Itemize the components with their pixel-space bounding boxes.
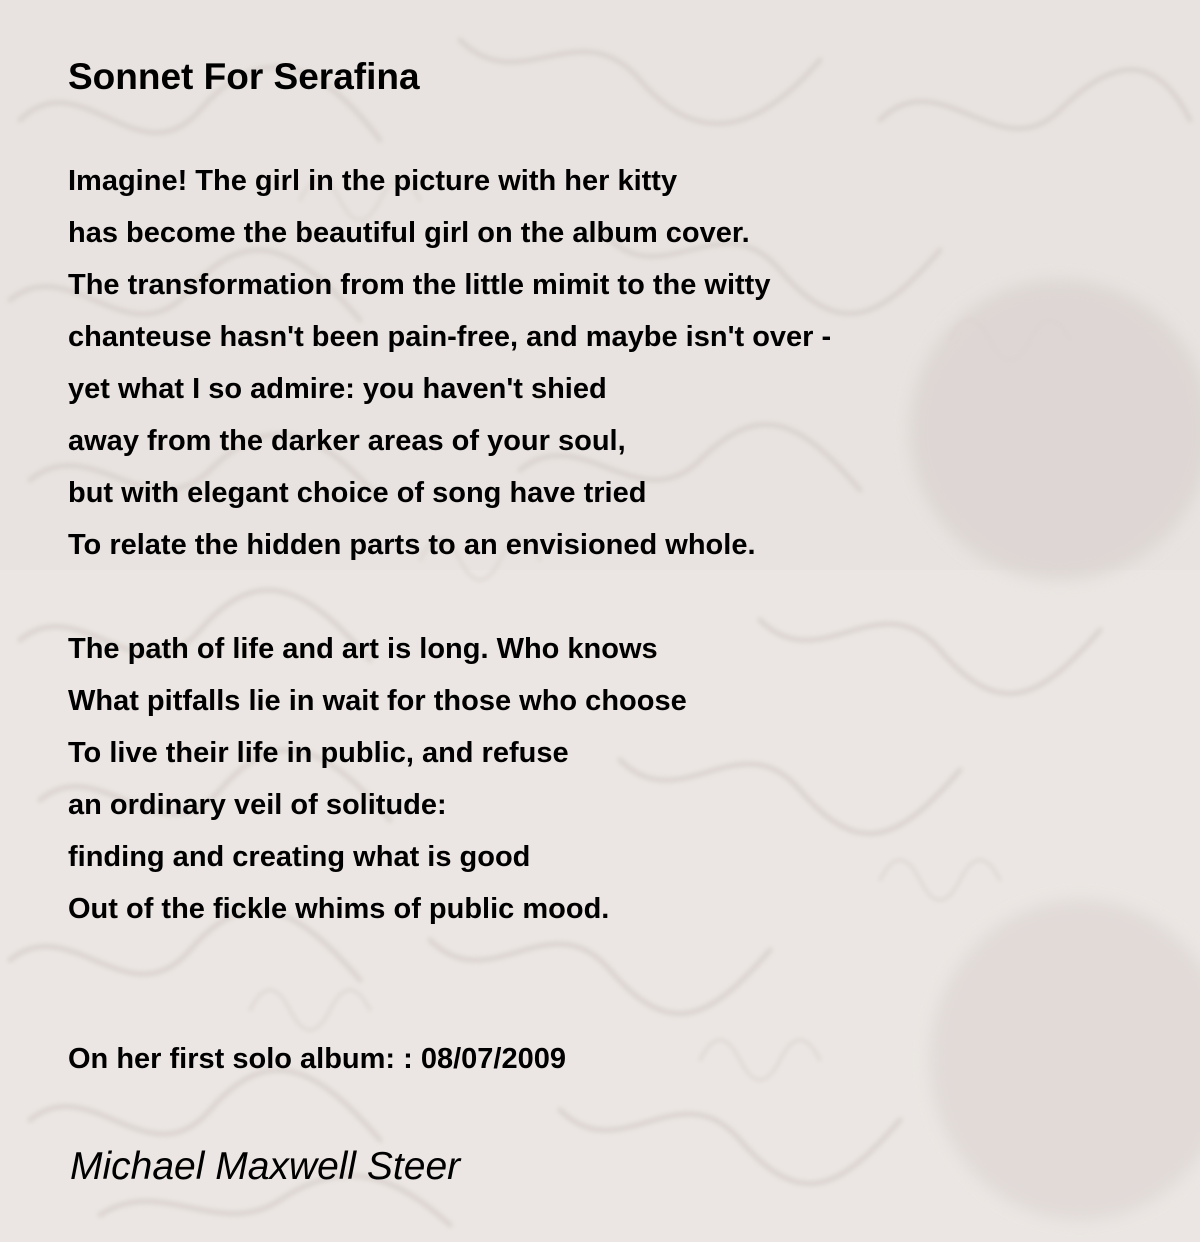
poem-line: an ordinary veil of solitude: bbox=[68, 789, 447, 821]
poem-dedication: On her first solo album: : 08/07/2009 bbox=[68, 1043, 566, 1075]
poem-line: Imagine! The girl in the picture with her kitty bbox=[68, 165, 678, 197]
poem-line: but with elegant choice of song have tried bbox=[68, 477, 647, 509]
poem-line: The path of life and art is long. Who knows bbox=[68, 633, 658, 665]
poem-line: yet what I so admire: you haven't shied bbox=[68, 373, 607, 405]
poem-author: Michael Maxwell Steer bbox=[70, 1145, 461, 1188]
stanza-1 bbox=[68, 155, 831, 571]
stanza-2 bbox=[68, 623, 687, 935]
poem-line: has become the beautiful girl on the album cover. bbox=[68, 217, 750, 249]
poem-line: What pitfalls lie in wait for those who choose bbox=[68, 685, 687, 717]
poem-line: finding and creating what is good bbox=[68, 841, 531, 873]
poem-line: away from the darker areas of your soul, bbox=[68, 425, 626, 457]
poem-line: To relate the hidden parts to an envisioned whole. bbox=[68, 529, 756, 561]
poem-line: chanteuse hasn't been pain-free, and maybe isn't over - bbox=[68, 321, 832, 353]
poem-line: Out of the fickle whims of public mood. bbox=[68, 893, 610, 925]
poem-title: Sonnet For Serafina bbox=[68, 56, 420, 97]
poem-line: To live their life in public, and refuse bbox=[68, 737, 569, 769]
poem-line: The transformation from the little mimit to the witty bbox=[68, 269, 771, 301]
